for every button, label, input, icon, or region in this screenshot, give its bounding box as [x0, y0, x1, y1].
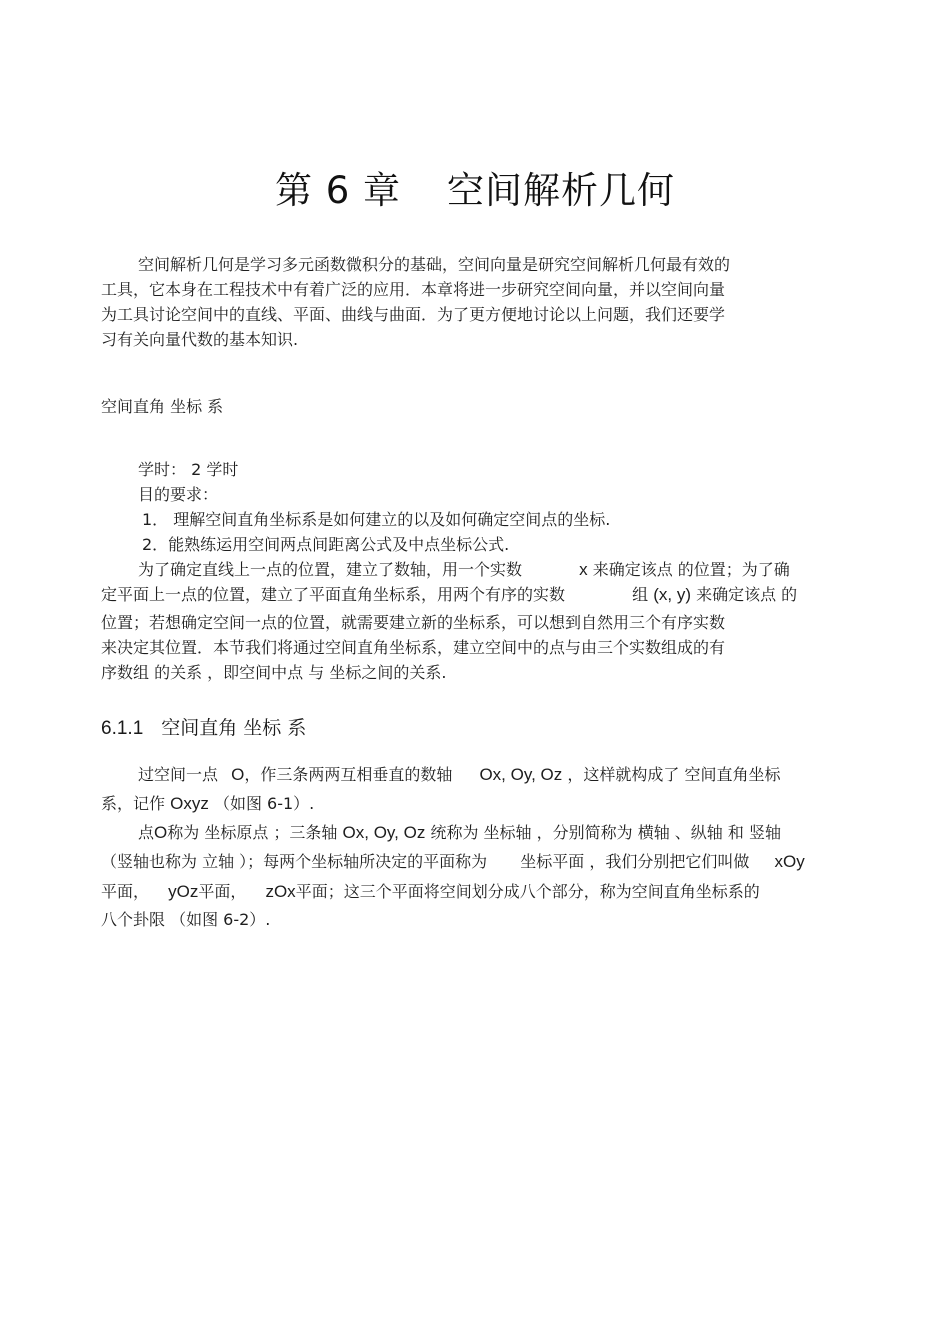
body2-line-4-text-b: 坐标平面 ，我们分别把它们叫做: [520, 852, 750, 871]
goal-item-1: 1． 理解空间直角坐标系是如何建立的以及如何确定空间点的坐标.: [142, 510, 611, 529]
intro-line-2: 工具，它本身在工程技术中有着广泛的应用．本章将进一步研究空间向量，并以空间向量: [101, 280, 726, 299]
body2-line-5-text-a: 平面，: [101, 882, 150, 901]
body2-line-5-text-c: 平面；这三个平面将空间划分成八个部分，称为空间直角坐标系的: [295, 882, 760, 901]
subsection-title: 空间直角 坐标 系: [161, 717, 307, 739]
body2-line-6: 八个卦限 （如图 6-2）.: [101, 910, 271, 929]
body2-line-2-text-a: 系，记作: [101, 794, 166, 813]
body1-line-3: 位置；若想确定空间一点的位置，就需要建立新的坐标系，可以想到自然用三个有序实数: [101, 613, 726, 632]
section-title: 空间直角 坐标 系: [101, 397, 224, 416]
intro-line-3: 为工具讨论空间中的直线、平面、曲线与曲面．为了更方便地讨论以上问题，我们还要学: [101, 305, 726, 324]
body1-line-2-text-b: 组: [632, 585, 649, 604]
body2-line-3-text-c: 统称为 坐标轴 ，分别简称为 横轴 、纵轴 和 竖轴: [430, 823, 781, 842]
body1-line-1: [138, 559, 790, 581]
body2-line-2: [101, 793, 314, 815]
body2-line-1-text-b: ，作三条两两互相垂直的数轴: [244, 765, 453, 784]
subsection-number: 6.1.1: [101, 718, 144, 739]
body2-line-3-text-a: 点: [138, 823, 155, 842]
body2-line-1-text-c: ，这样就构成了 空间直角坐标: [567, 765, 781, 784]
goal-item-2: 2．能熟练运用空间两点间距离公式及中点坐标公式.: [142, 535, 510, 554]
body2-line-4: [101, 851, 805, 873]
axes-symbols-2: Ox, Oy, Oz: [342, 823, 426, 842]
body1-line-1-text-b: 来确定该点 的位置；为了确: [592, 560, 790, 579]
origin-symbol-2: O: [154, 823, 168, 842]
var-x: x: [579, 560, 588, 579]
chapter-label: 第 6 章: [274, 169, 402, 212]
body1-line-5: 序数组 的关系 ，即空间中点 与 坐标之间的关系.: [101, 663, 447, 682]
body2-line-1: [138, 764, 780, 786]
body2-line-2-text-b: （如图 6-1）.: [213, 794, 315, 813]
goal-heading: 目的要求：: [138, 485, 219, 504]
xoy-symbol: xOy: [774, 852, 805, 871]
zox-symbol: zOx: [265, 882, 296, 901]
body2-line-5: [101, 881, 760, 903]
var-xy: (x, y): [653, 585, 691, 604]
yoz-symbol: yOz: [168, 882, 199, 901]
body1-line-2-text-a: 定平面上一点的位置，建立了平面直角坐标系，用两个有序的实数: [101, 585, 566, 604]
body1-line-1-text-a: 为了确定直线上一点的位置，建立了数轴，用一个实数: [138, 560, 523, 579]
intro-line-1: 空间解析几何是学习多元函数微积分的基础，空间向量是研究空间解析几何最有效的: [138, 255, 731, 274]
body2-line-1-text-a: 过空间一点: [138, 765, 219, 784]
body2-line-3-text-b: 称为 坐标原点 ；三条轴: [167, 823, 338, 842]
study-hours: 学时： 2 学时: [138, 460, 239, 479]
intro-line-4: 习有关向量代数的基本知识.: [101, 330, 299, 349]
body1-line-4: 来决定其位置．本节我们将通过空间直角坐标系，建立空间中的点与由三个实数组成的有: [101, 638, 726, 657]
chapter-name: 空间解析几何: [447, 169, 676, 212]
subsection-heading: [101, 713, 306, 740]
axes-symbols: Ox, Oy, Oz: [479, 765, 563, 784]
origin-symbol: O: [231, 765, 245, 784]
body2-line-5-text-b: 平面，: [198, 882, 247, 901]
chapter-title: [0, 160, 950, 214]
body1-line-2: [101, 584, 797, 606]
body1-line-2-text-c: 来确定该点 的: [696, 585, 798, 604]
body2-line-4-text-a: （竖轴也称为 立轴 ）；每两个坐标轴所决定的平面称为: [101, 852, 488, 871]
oxyz-symbol: Oxyz: [170, 794, 209, 813]
body2-line-3: [138, 822, 781, 844]
